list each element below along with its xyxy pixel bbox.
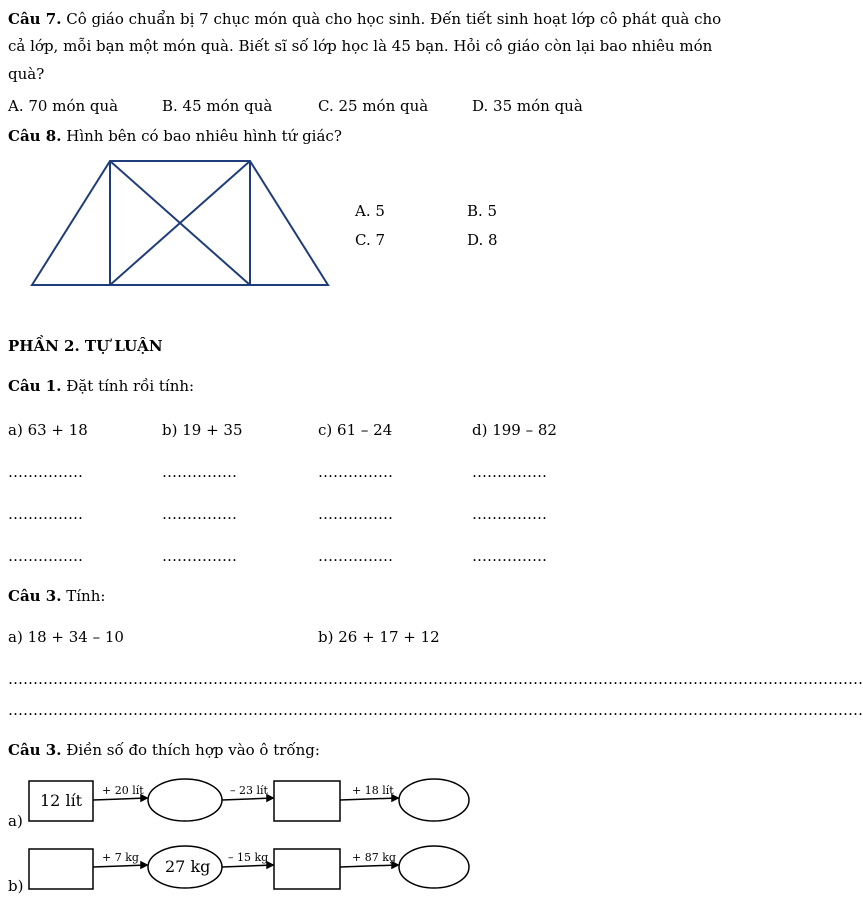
row-b-ellipse-2 (399, 846, 469, 888)
row-b-middle-value: 27 kg (165, 857, 211, 876)
c1-item-b: b) 19 + 35 (162, 421, 243, 439)
row-a-ellipse-2 (399, 779, 469, 821)
answer-line[interactable]: …………… (318, 505, 393, 523)
answer-line[interactable]: …………… (162, 505, 237, 523)
c1-text: Đặt tính rồi tính: (66, 377, 195, 395)
q7-label: Câu 7. (8, 10, 62, 28)
row-b-prefix: b) (8, 877, 24, 895)
c1-item-c: c) 61 – 24 (318, 421, 393, 439)
answer-line[interactable]: …………… (318, 463, 393, 481)
answer-line[interactable]: …………… (8, 463, 83, 481)
q8-label: Câu 8. (8, 127, 62, 145)
q8-option-d[interactable]: D. 8 (467, 231, 498, 249)
q7-text-3: quà? (8, 65, 45, 83)
row-a-box-2 (274, 781, 340, 821)
row-a-op-3: + 18 lít (352, 784, 394, 797)
answer-line-long[interactable]: ……………………………………………………………………………………………………………………………………………………… (8, 701, 863, 719)
answer-line[interactable]: …………… (8, 505, 83, 523)
q7-option-b[interactable]: B. 45 món quà (162, 97, 273, 115)
c3a-item-a: a) 18 + 34 – 10 (8, 628, 124, 646)
q8-text: Hình bên có bao nhiêu hình tứ giác? (66, 127, 342, 145)
c3a-item-b: b) 26 + 17 + 12 (318, 628, 440, 646)
c1-line (8, 377, 194, 395)
answer-line[interactable]: …………… (162, 547, 237, 565)
row-a-prefix: a) (8, 812, 23, 830)
c1-item-d: d) 199 – 82 (472, 421, 557, 439)
q8-option-b[interactable]: B. 5 (467, 202, 498, 220)
row-b-box-1 (29, 849, 93, 889)
answer-line[interactable]: …………… (318, 547, 393, 565)
q8-option-a[interactable]: A. 5 (355, 202, 385, 220)
c3a-line (8, 587, 105, 605)
answer-line[interactable]: …………… (162, 463, 237, 481)
c3b-line (8, 741, 320, 759)
answer-line-long[interactable]: ……………………………………………………………………………………………………………………………………………………… (8, 670, 863, 688)
row-b-box-2 (274, 849, 340, 889)
c1-item-a: a) 63 + 18 (8, 421, 88, 439)
c3a-text: Tính: (66, 587, 106, 605)
row-b-op-1: + 7 kg (102, 851, 139, 864)
row-a-op-2: – 23 lít (230, 784, 268, 797)
q8-option-c[interactable]: C. 7 (355, 231, 386, 249)
c3a-label: Câu 3. (8, 587, 62, 605)
q7-option-a[interactable]: A. 70 món quà (8, 97, 119, 115)
c1-label: Câu 1. (8, 377, 62, 395)
q7-text-1: Cô giáo chuẩn bị 7 chục món quà cho học sinh. Đến tiết sinh hoạt lớp cô phát quà cho (66, 10, 722, 28)
q7-option-d[interactable]: D. 35 món quà (472, 97, 583, 115)
c3b-label: Câu 3. (8, 741, 62, 759)
answer-line[interactable]: …………… (8, 547, 83, 565)
q7-option-c[interactable]: C. 25 món quà (318, 97, 429, 115)
quadrilateral-figure (32, 161, 328, 285)
answer-line[interactable]: …………… (472, 505, 547, 523)
row-a-start-value: 12 lít (40, 791, 83, 810)
answer-line[interactable]: …………… (472, 463, 547, 481)
part2-heading: PHẦN 2. TỰ LUẬN (8, 337, 163, 355)
c3b-text: Điền số đo thích hợp vào ô trống: (66, 741, 320, 759)
row-a-op-1: + 20 lít (102, 784, 144, 797)
answer-line[interactable]: …………… (472, 547, 547, 565)
q7-text-2: cả lớp, mỗi bạn một món quà. Biết sĩ số lớp học là 45 bạn. Hỏi cô giáo còn lại bao nhiêu món (8, 37, 713, 55)
row-b-op-2: – 15 kg (228, 851, 269, 864)
row-b-op-3: + 87 kg (352, 851, 396, 864)
row-a-ellipse-1 (148, 779, 222, 821)
